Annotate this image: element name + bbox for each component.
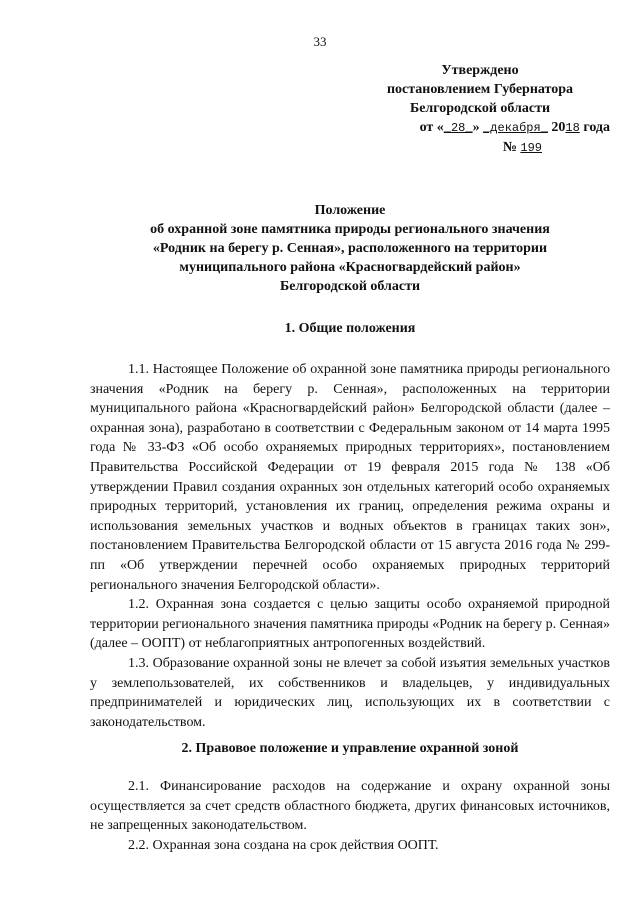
section-2-heading: 2. Правовое положение и управление охранной зоной — [181, 741, 519, 756]
approval-line-3: Белгородской области — [409, 101, 551, 116]
number-value: 199 — [520, 141, 542, 155]
paragraph-1-1: 1.1. Настоящее Положение об охранной зоне памятника природы регионального значения «Родник на берегу р. Сенная», расположенных на территории муниципального района «Красногвардейский район» Белгородской области (далее – охранная зона), разработано в соответствии с Федеральным законом от 14 марта 1995 года № 33-ФЗ «Об особо охраняемых природных территориях», постановлением Правительства Российской Федерации от 19 февраля 2015 года № 138 «Об утверждении Правил создания охранных зон отдельных категорий особо охраняемых природных территорий, установления их границ, определения режима охраны и использования земельных участков и водных объектов в границах таких зон», постановлением Правительства Белгородской области от 15 августа 2016 года № 299-пп «Об утверждении перечней особо охраняемых природных территорий регионального значения Белгородской области». — [90, 362, 610, 593]
section-1-heading: 1. Общие положения — [284, 321, 416, 336]
title-line-1: Положение — [314, 203, 386, 218]
approval-date — [350, 118, 610, 138]
paragraph-2-1: 2.1. Финансирование расходов на содержание и охрану охранной зоны осуществляется за счет средств областного бюджета, других финансовых источников, не запрещенных законодательством. — [90, 779, 610, 834]
date-suffix: года — [583, 120, 610, 135]
date-day: _28_ — [443, 121, 473, 135]
title-line-3: «Родник на берегу р. Сенная», расположенного на территории — [152, 241, 548, 256]
date-month: _декабря_ — [483, 121, 548, 135]
number-prefix: № — [502, 140, 517, 155]
title-line-4: муниципального района «Красногвардейский район» — [179, 260, 521, 275]
approval-number — [350, 138, 610, 158]
page-number: 33 — [313, 34, 327, 49]
date-year: 18 — [565, 121, 580, 135]
paragraph-1-3: 1.3. Образование охранной зоны не влечет за собой изъятия земельных участков у землепользователей, их собственников и владельцев, у индивидуальных предпринимателей и юридических лиц, использующих их в соответствии с законодательством. — [90, 655, 610, 730]
approval-line-1: Утверждено — [441, 63, 519, 78]
section-1-body — [90, 360, 610, 732]
date-prefix: от « — [419, 120, 444, 135]
approval-stamp — [350, 61, 610, 158]
date-mid: » — [472, 120, 480, 135]
section-2-body — [90, 777, 610, 855]
paragraph-1-2: 1.2. Охранная зона создается с целью защиты особо охраняемой природной территории регионального значения памятника природы «Родник на берегу р. Сенная» (далее – ООПТ) от неблагоприятных антропогенных воздействий. — [90, 597, 610, 652]
title-line-5: Белгородской области — [279, 279, 421, 294]
approval-line-2: постановлением Губернатора — [386, 82, 574, 97]
paragraph-2-2: 2.2. Охранная зона создана на срок действия ООПТ. — [128, 837, 439, 853]
date-year-prefix: 20 — [551, 120, 566, 135]
document-title — [90, 201, 610, 296]
title-line-2: об охранной зоне памятника природы регионального значения — [150, 222, 550, 237]
